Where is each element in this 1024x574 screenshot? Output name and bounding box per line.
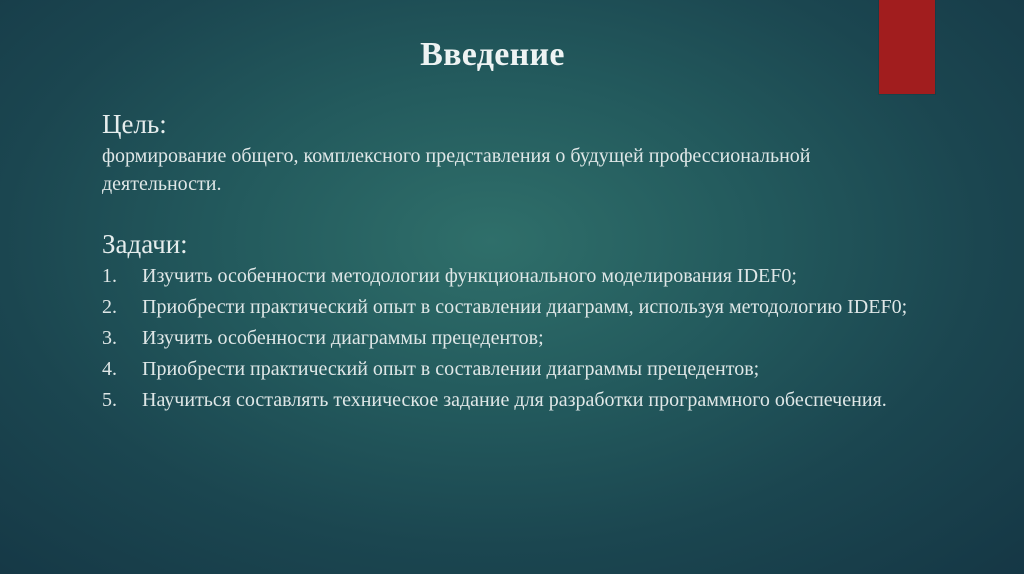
task-item [102,293,922,321]
task-text: Изучить особенности диаграммы прецедентов; [142,327,544,349]
task-number: 3. [102,327,117,349]
task-text: Приобрести практический опыт в составлении диаграмм, используя методологию IDEF0; [142,296,908,318]
slide-title: Введение [420,36,565,73]
goal-heading: Цель: [102,109,167,139]
task-text: Научиться составлять техническое задание для разработки программного обеспечения. [142,389,887,411]
tasks-heading: Задачи: [102,229,188,259]
goal-text: формирование общего, комплексного представления о будущей профессиональной деятельности. [102,145,811,195]
task-list [102,262,922,414]
task-item [102,355,922,383]
task-number: 5. [102,389,117,411]
slide-content [102,108,922,417]
task-text: Приобрести практический опыт в составлении диаграммы прецедентов; [142,358,760,380]
task-item [102,262,922,290]
task-text: Изучить особенности методологии функционального моделирования IDEF0; [142,265,797,287]
task-item [102,386,922,414]
task-item [102,324,922,352]
task-number: 4. [102,358,117,380]
task-number: 2. [102,296,117,318]
task-number: 1. [102,265,117,287]
